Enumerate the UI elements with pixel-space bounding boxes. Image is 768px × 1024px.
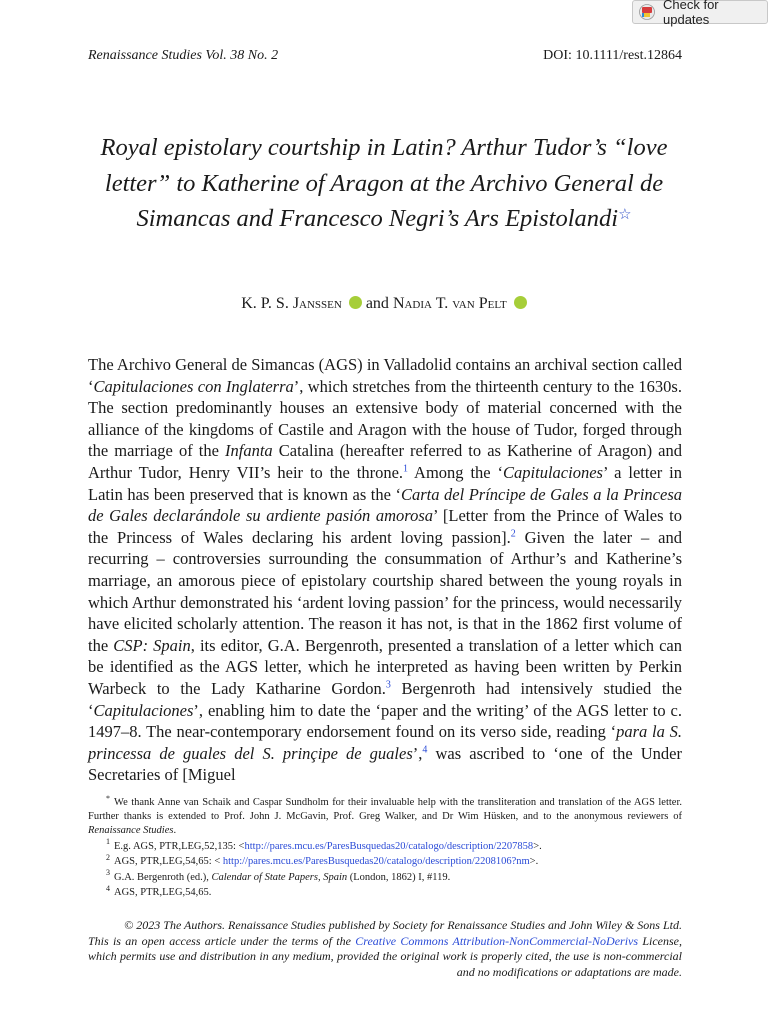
text-run: ’ [Letter from the Prince of Wales to the Princess of Wales declaring his ardent loving passion]. bbox=[88, 506, 682, 547]
footnote-1 bbox=[88, 837, 682, 854]
footnote-ref-2[interactable]: 2 bbox=[510, 528, 516, 540]
italic-run: Infanta bbox=[225, 441, 273, 461]
footnote-text: G.A. Bergenroth (ed.), bbox=[114, 871, 212, 883]
footnote-mark: 1 bbox=[106, 837, 110, 846]
footnote-text: E.g. AGS, PTR,LEG,52,135: < bbox=[114, 840, 245, 852]
footnote-text: . bbox=[173, 825, 177, 836]
orcid-icon[interactable] bbox=[514, 296, 527, 309]
footnote-text: AGS, PTR,LEG,54,65. bbox=[114, 887, 212, 898]
text-run: ’ a letter in Latin has been preserved that is known as the ‘ bbox=[88, 462, 683, 504]
author-connector: and bbox=[365, 295, 389, 312]
footnote-mark: 3 bbox=[106, 868, 110, 877]
paragraph bbox=[88, 354, 682, 786]
italic-run: Capitulaciones con Inglaterra bbox=[93, 376, 294, 396]
footnote-text: >. bbox=[529, 856, 539, 867]
copyright-line: © 2023 The Authors. Renaissance Studies published by Society for Renaissance Studies and John Wiley & Sons Ltd. bbox=[124, 918, 682, 932]
text-run: The Archivo General de Simancas (AGS) in Valladolid contains an archival section called ‘ bbox=[88, 355, 682, 396]
footnote-text: AGS, PTR,LEG,54,65: < bbox=[114, 856, 223, 867]
author-2-name: Nadia T. van Pelt bbox=[392, 295, 507, 312]
italic-run: Capitulaciones bbox=[93, 700, 194, 720]
license-link[interactable]: Creative Commons Attribution-NonCommercial-NoDerivs bbox=[355, 933, 639, 948]
footnote-mark: * bbox=[106, 793, 110, 803]
journal-citation: Renaissance Studies Vol. 38 No. 2 bbox=[88, 48, 279, 63]
footnote-4 bbox=[88, 883, 682, 900]
text-run: ’, bbox=[412, 743, 423, 763]
footnote-italic: Renaissance Studies bbox=[88, 825, 174, 836]
license-statement bbox=[88, 934, 682, 981]
footnote-ref-4[interactable]: 4 bbox=[422, 744, 428, 756]
check-for-updates-label: Check for updates bbox=[663, 0, 719, 27]
author-line bbox=[0, 295, 768, 313]
title-text: Royal epistolary courtship in Latin? Arthur Tudor’s “love letter” to Katherine of Aragon at the Archivo General de Simancas and Francesco Negri’s Ars Epistolandi bbox=[100, 134, 668, 232]
footnote-3 bbox=[88, 868, 682, 885]
license-text: This is an open access article under the terms of the bbox=[88, 933, 356, 948]
article-title bbox=[82, 130, 686, 237]
footnotes bbox=[88, 793, 682, 902]
footnote-text: (London, 1862) I, #119. bbox=[347, 871, 451, 883]
footnote-acknowledgement bbox=[88, 793, 682, 838]
doi: DOI: 10.1111/rest.12864 bbox=[543, 48, 682, 63]
title-footnote-star-icon[interactable]: ☆ bbox=[618, 207, 632, 223]
crossmark-icon bbox=[639, 4, 655, 20]
orcid-icon[interactable] bbox=[349, 296, 362, 309]
text-run: , its editor, G.A. Bergenroth, presented a translation of a letter which can be identified as the AGS letter, which he interpreted as having been written by Perkin Warbeck to the Lady Katharine Gordon. bbox=[88, 635, 682, 698]
text-run: ’, enabling him to date the ‘paper and the writing’ of the AGS letter to c. 1497–8. The near-contemporary endorsement found on its verso side, reading ‘ bbox=[88, 700, 682, 742]
footnote-link[interactable]: http://pares.mcu.es/ParesBusquedas20/catalogo/description/2207858 bbox=[244, 840, 534, 852]
footnote-text: >. bbox=[533, 840, 542, 852]
footnote-ref-3[interactable]: 3 bbox=[385, 679, 391, 691]
footnote-mark: 4 bbox=[106, 883, 110, 893]
footnote-2 bbox=[88, 852, 682, 869]
check-for-updates-button[interactable] bbox=[632, 0, 768, 27]
text-run: Among the ‘ bbox=[408, 462, 504, 482]
copyright-block bbox=[88, 918, 682, 980]
italic-run: Capitulaciones bbox=[503, 462, 603, 482]
text-run: ’, which stretches from the thirteenth century to the 1630s. The section predominantly houses an extensive body of material concerned with the alliance of the kingdoms of Castile and Aragon with the house of Tudor, forged through the marriage of the bbox=[88, 376, 682, 461]
footnote-italic: Calendar of State Papers, Spain bbox=[211, 871, 348, 883]
body-text bbox=[88, 354, 682, 786]
text-run: was ascribed to ‘one of the Under Secretaries of [Miguel bbox=[88, 743, 682, 785]
italic-run: Carta del Príncipe de Gales a la Princesa de Gales declarándole su ardiente pasión amorosa bbox=[88, 484, 682, 526]
italic-run: CSP: Spain bbox=[113, 635, 191, 655]
italic-run: para la S. princessa de guales del S. prinçipe de guales bbox=[88, 722, 682, 763]
license-text: License, which permits use and distribution in any medium, provided the original work is properly cited, the use is non-commercial and no modifications or adaptations are made. bbox=[88, 933, 682, 979]
text-run: Bergenroth had intensively studied the ‘ bbox=[88, 678, 682, 720]
footnote-ref-1[interactable]: 1 bbox=[403, 463, 409, 475]
text-run: Given the later – and recurring – controversies surrounding the consummation of Arthur’s and Katherine’s marriage, an amorous piece of epistolary courtship shared between the young royals in which Arthur demonstrated his ‘ardent loving passion’ for the princess, would necessarily have elicited scholarly attention. The reason it has not, is that in the 1862 first volume of the bbox=[88, 527, 682, 655]
footnote-text: We thank Anne van Schaik and Caspar Sundholm for their invaluable help with the transliteration and translation of the AGS letter. Further thanks is extended to Prof. John J. McGavin, Prof. Greg Walker, and Dr Wim Hüsken, and to the anonymous reviewers of bbox=[88, 797, 682, 822]
text-run: Catalina (hereafter referred to as Katherine of Aragon) and Arthur Tudor, Henry VII’s heir to the throne. bbox=[88, 441, 682, 482]
running-header bbox=[88, 48, 682, 64]
footnote-mark: 2 bbox=[106, 852, 110, 862]
footnote-link[interactable]: http://pares.mcu.es/ParesBusquedas20/catalogo/description/2208106?nm bbox=[222, 856, 530, 867]
author-1-name: K. P. S. Janssen bbox=[241, 295, 342, 312]
